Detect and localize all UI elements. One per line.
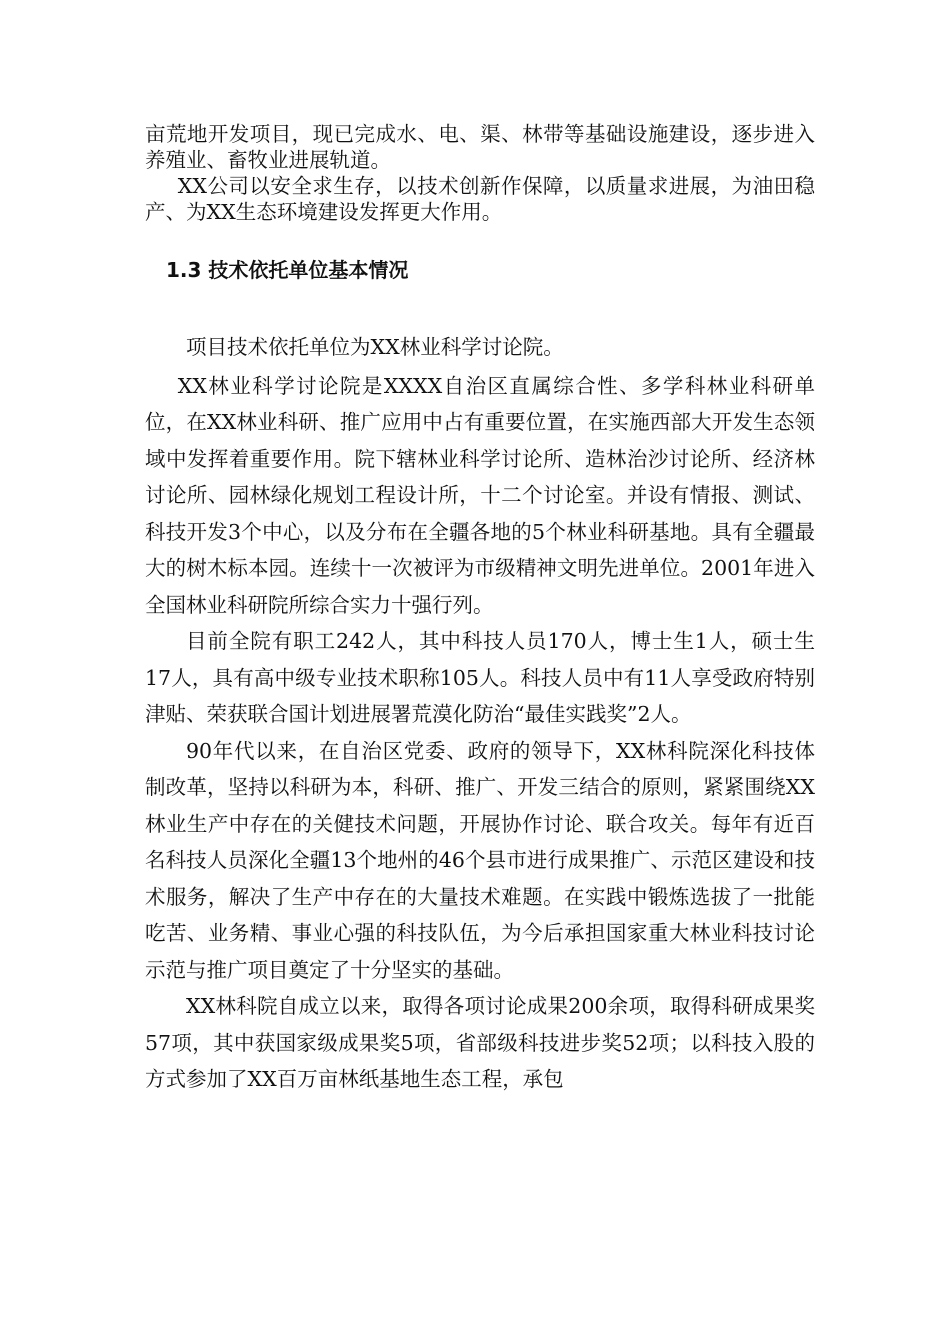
paragraph-achievements: XX林科院自成立以来，取得各项讨论成果200余项，取得科研成果奖57项，其中获国家级成果奖5项，省部级科技进步奖52项；以科技入股的方式参加了XX百万亩林纸基地生态工程，承包 [145,994,815,1091]
section-heading: 1.3 技术依托单位基本情况 [166,258,409,282]
paragraph-staff: 目前全院有职工242人，其中科技人员170人，博士生1人，硕士生17人，具有高中级专业技术职称105人。科技人员中有11人享受政府特别津贴、荣获联合国计划进展署荒漠化防治“最佳实践奖”2人。 [145,629,815,726]
paragraph-institute-intro: XX林业科学讨论院是XXXX自治区直属综合性、多学科林业科研单位，在XX林业科研、推广应用中占有重要位置，在实施西部大开发生态领域中发挥着重要作用。院下辖林业科学讨论所、造林治沙讨论所、经济林讨论所、园林绿化规划工程设计所，十二个讨论室。并设有情报、测试、科技开发3个中心，以及分布在全疆各地的5个林业科研基地。具有全疆最大的树木标本园。连续十一次被评为市级精神文明先进单位。2001年进入全国林业科研院所综合实力十强行列。 [145,373,815,617]
paragraph-continuation: 亩荒地开发项目，现已完成水、电、渠、林带等基础设施建设，逐步进入养殖业、畜牧业进展轨道。 [145,122,815,172]
paragraph-reform: 90年代以来，在自治区党委、政府的领导下，XX林科院深化科技体制改革，坚持以科研为本，科研、推广、开发三结合的原则，紧紧围绕XX林业生产中存在的关健技术问题，开展协作讨论、联合攻关。每年有近百名科技人员深化全疆13个地州的46个县市进行成果推广、示范区建设和技术服务，解决了生产中存在的大量技术难题。在实践中锻炼选拔了一批能吃苦、业务精、事业心强的科技队伍，为今后承担国家重大林业科技讨论示范与推广项目奠定了十分坚实的基础。 [145,738,815,982]
paragraph-company-goal: XX公司以安全求生存，以技术创新作保障，以质量求进展，为油田稳产、为XX生态环境建设发挥更大作用。 [145,174,815,224]
intro-section [145,121,815,225]
body-section [145,329,815,1098]
paragraph-tech-support: 项目技术依托单位为XX林业科学讨论院。 [186,335,564,359]
